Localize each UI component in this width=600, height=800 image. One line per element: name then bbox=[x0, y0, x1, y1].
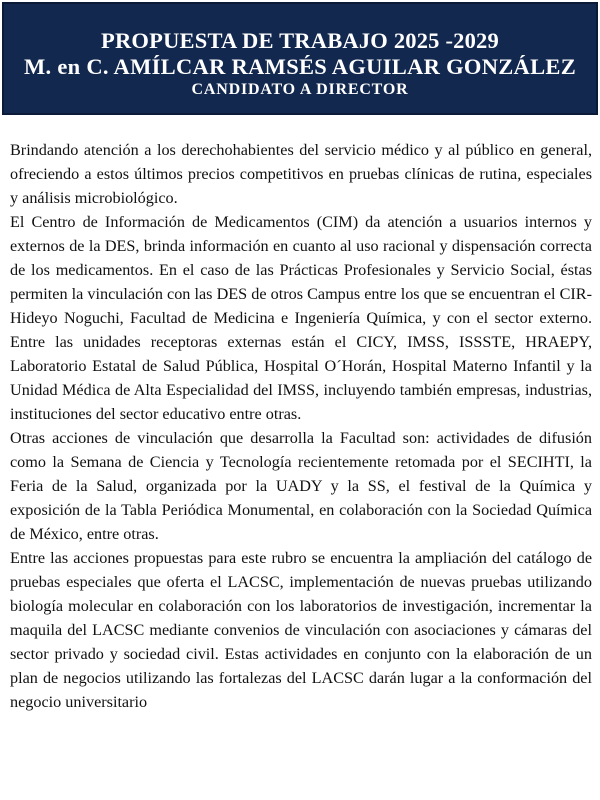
document-header bbox=[2, 2, 598, 115]
paragraph: Brindando atención a los derechohabientes del servicio médico y al público en general, ofreciendo a estos últimos precios competitivos en pruebas clínicas de rutina, especiales y análisis microbiológico. bbox=[10, 141, 592, 207]
candidate-role: CANDIDATO A DIRECTOR bbox=[191, 81, 409, 98]
paragraph: Otras acciones de vinculación que desarrolla la Facultad son: actividades de difusión como la Semana de Ciencia y Tecnología recientemente retomada por el SECIHTI, la Feria de la Salud, organizada por la UADY y la SS, el festival de la Química y exposición de la Tabla Periódica Monumental, en colaboración con la Sociedad Química de México, entre otras. bbox=[10, 429, 592, 543]
paragraph: El Centro de Información de Medicamentos (CIM) da atención a usuarios internos y externos de la DES, brinda información en cuanto al uso racional y dispensación correcta de los medicamentos. En el caso de las Prácticas Profesionales y Servicio Social, éstas permiten la vinculación con las DES de otros Campus entre los que se encuentran el CIR-Hideyo Noguchi, Facultad de Medicina e Ingeniería Química, y con el sector externo. Entre las unidades receptoras externas están el CICY, IMSS, ISSSTE, HRAEPY, Laboratorio Estatal de Salud Pública, Hospital O´Horán, Hospital Materno Infantil y la Unidad Médica de Alta Especialidad del IMSS, incluyendo también empresas, industrias, instituciones del sector educativo entre otras. bbox=[10, 213, 592, 423]
proposal-title: PROPUESTA DE TRABAJO 2025 -2029 bbox=[101, 28, 499, 53]
paragraph: Entre las acciones propuestas para este rubro se encuentra la ampliación del catálogo de pruebas especiales que oferta el LACSC, implementación de nuevas pruebas utilizando biología molecular en colaboración con los laboratorios de investigación, incrementar la maquila del LACSC mediante convenios de vinculación con asociaciones y cámaras del sector privado y sociedad civil. Estas actividades en conjunto con la elaboración de un plan de negocios utilizando las fortalezas del LACSC darán lugar a la conformación del negocio universitario bbox=[10, 549, 592, 711]
candidate-name: M. en C. AMÍLCAR RAMSÉS AGUILAR GONZÁLEZ bbox=[23, 54, 577, 79]
document-body bbox=[10, 138, 592, 714]
